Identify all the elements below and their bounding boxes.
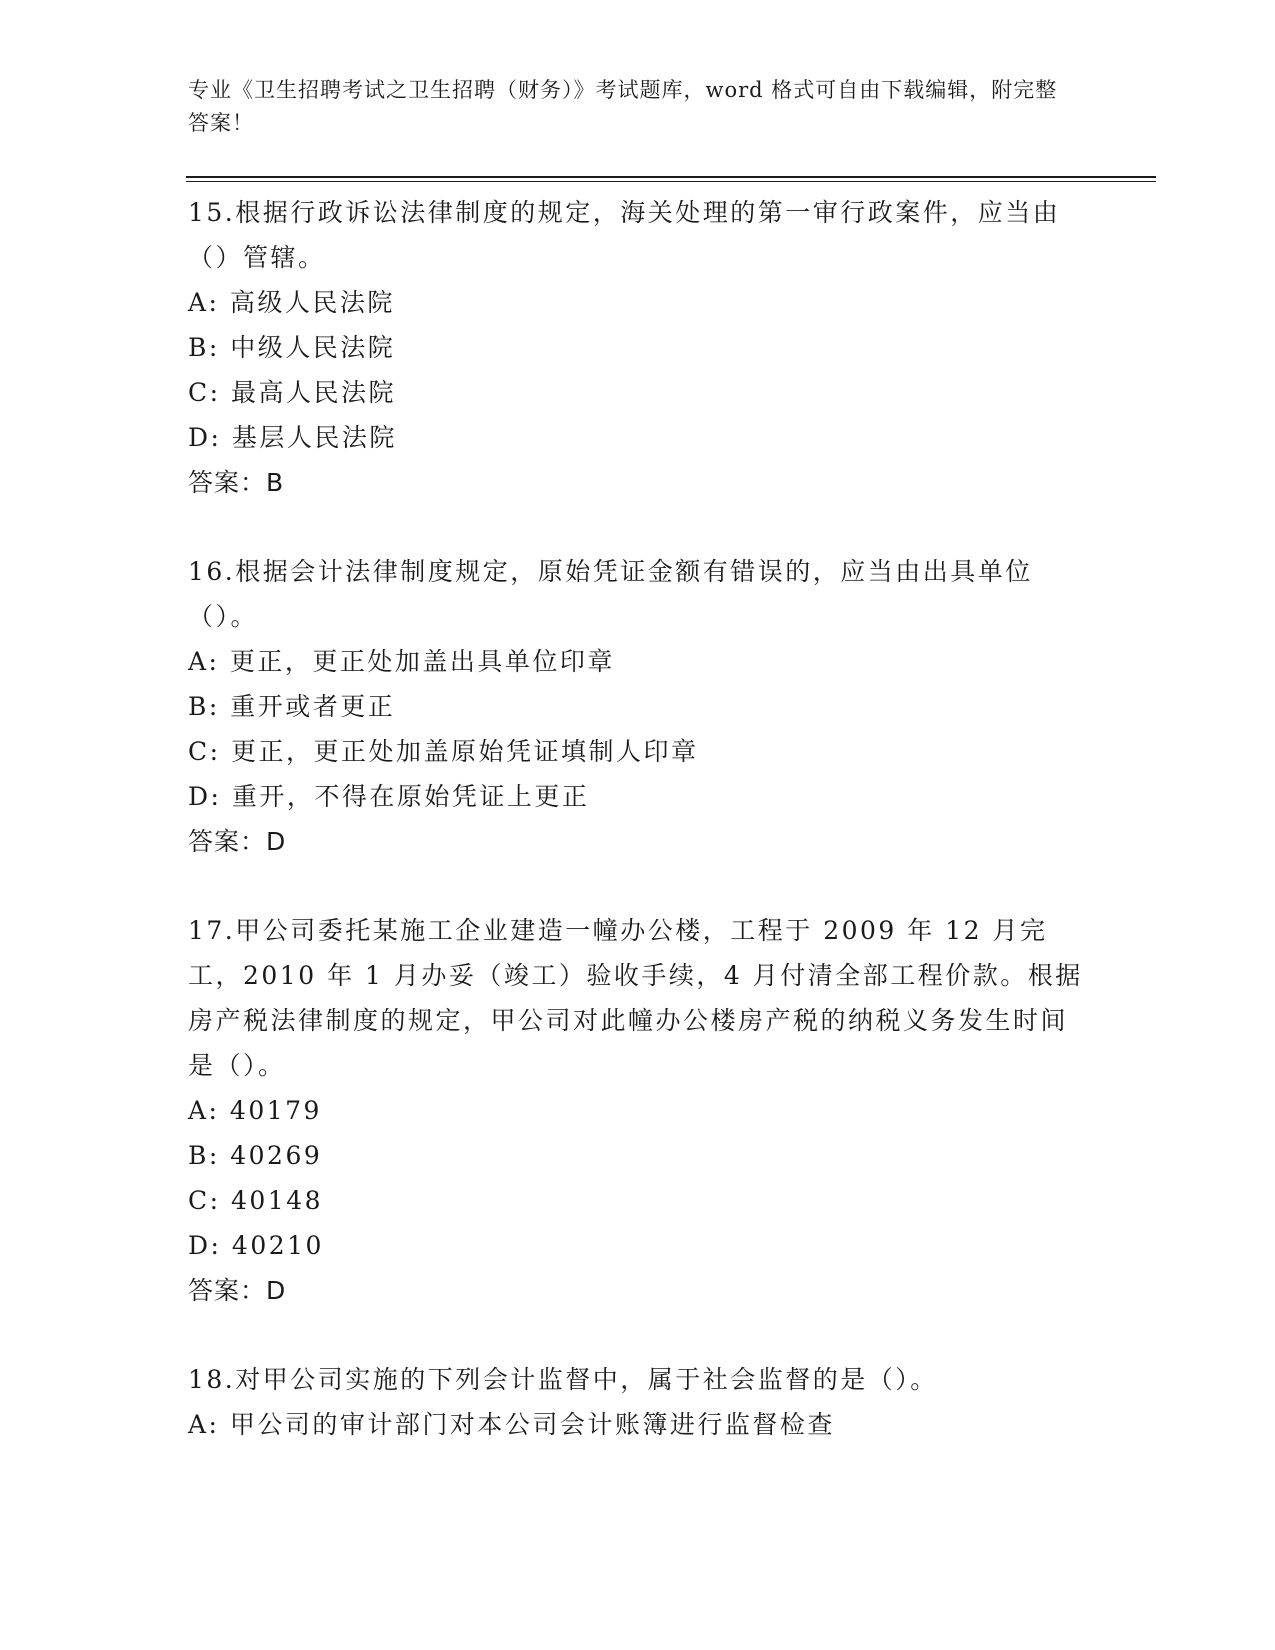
option-d: D: 基层人民法院 [188, 423, 397, 452]
option-a: A: 甲公司的审计部门对本公司会计账簿进行监督检查 [188, 1410, 835, 1439]
answer-line: 答案：D [188, 827, 287, 856]
question-15 [188, 190, 1088, 505]
option-c: C: 最高人民法院 [188, 378, 396, 407]
document-header: 专业《卫生招聘考试之卫生招聘（财务）》考试题库，word 格式可自由下载编辑，附完整答案！ [188, 78, 1058, 135]
option-d: D: 40210 [188, 1231, 324, 1260]
option-c: C: 40148 [188, 1186, 324, 1215]
question-16 [188, 549, 1088, 864]
question-17 [188, 908, 1088, 1313]
option-b: B: 40269 [188, 1141, 323, 1170]
question-stem: 16.根据会计法律制度规定，原始凭证金额有错误的，应当由出具单位（）。 [188, 557, 1033, 631]
answer-line: 答案：B [188, 468, 285, 497]
question-stem: 15.根据行政诉讼法律制度的规定，海关处理的第一审行政案件，应当由（）管辖。 [188, 198, 1061, 272]
option-a: A: 高级人民法院 [188, 288, 395, 317]
question-stem: 18.对甲公司实施的下列会计监督中，属于社会监督的是（）。 [188, 1365, 938, 1394]
option-c: C: 更正，更正处加盖原始凭证填制人印章 [188, 737, 699, 766]
header-divider-thin [186, 181, 1156, 182]
answer-line: 答案：D [188, 1276, 287, 1305]
option-a: A: 更正，更正处加盖出具单位印章 [188, 647, 615, 676]
question-list [188, 190, 1088, 1491]
question-stem: 17.甲公司委托某施工企业建造一幢办公楼，工程于 2009 年 12 月完工，2010 年 1 月办妥（竣工）验收手续，4 月付清全部工程价款。根据房产税法律制度的规定，甲公司对此幢办公楼房产税的纳税义务发生时间是（）。 [188, 916, 1083, 1080]
option-d: D: 重开，不得在原始凭证上更正 [188, 782, 590, 811]
option-b: B: 中级人民法院 [188, 333, 396, 362]
option-b: B: 重开或者更正 [188, 692, 396, 721]
question-18 [188, 1357, 1088, 1447]
header-divider-thick [186, 176, 1156, 178]
option-a: A: 40179 [188, 1096, 322, 1125]
